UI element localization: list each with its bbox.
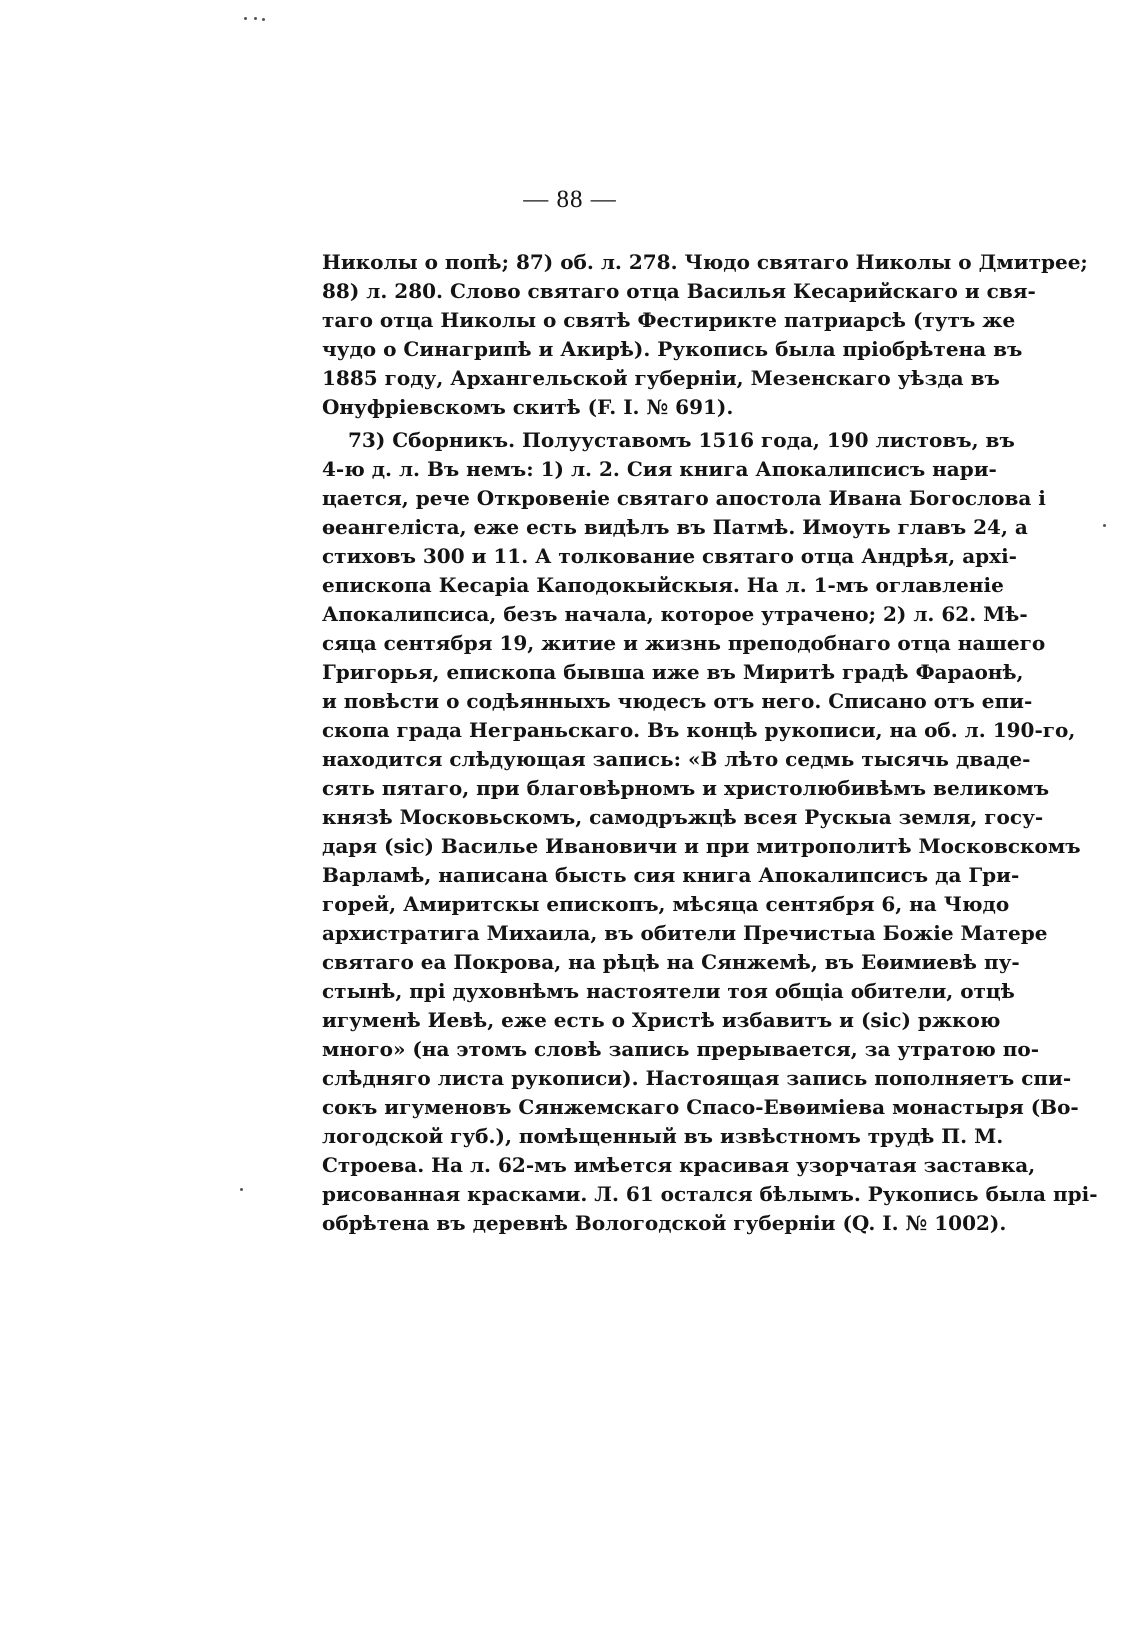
text-line: 73) Сборникъ. Полууставомъ 1516 года, 190 листовъ, въ — [348, 428, 1015, 452]
text-line: 1885 году, Архангельской губерніи, Мезенскаго уѣзда въ — [322, 366, 1000, 390]
page-number: — 88 — — [523, 186, 617, 213]
text-line: горей, Амиритскы епископъ, мѣсяца сентября 6, на Чюдо — [322, 892, 1010, 916]
scan-speck — [240, 1188, 243, 1191]
text-line: Апокалипсиса, безъ начала, которое утрачено; 2) л. 62. Мѣ- — [322, 602, 1028, 626]
text-line: скопа града Неграньскаго. Въ концѣ рукописи, на об. л. 190-го, — [322, 718, 1076, 742]
text-line: слѣдняго листа рукописи). Настоящая запись пополняетъ спи- — [322, 1066, 1072, 1090]
text-line: много» (на этомъ словѣ запись прерывается, за утратою по- — [322, 1037, 1040, 1061]
scan-speck — [254, 17, 257, 20]
text-block — [322, 248, 1098, 1238]
text-line: находится слѣдующая запись: «В лѣто седмь тысячь двадe- — [322, 747, 1031, 771]
paragraph — [322, 426, 1098, 1238]
paragraph — [322, 248, 1088, 422]
text-line: князѣ Московьскомъ, самодръжцѣ всея Рускыа земля, госу- — [322, 805, 1044, 829]
text-line: архистратига Михаила, въ обители Пречистыа Божіе Матере — [322, 921, 1048, 945]
scan-speck — [1103, 524, 1106, 527]
text-line: Варламѣ, написана бысть сия книга Апокалипсисъ да Гри- — [322, 863, 1020, 887]
text-line: 88) л. 280. Слово святаго отца Василья Кесарийскаго и свя- — [322, 279, 1036, 303]
text-line: сяца сентября 19, житие и жизнь преподобнаго отца нашего — [322, 631, 1046, 655]
text-line: Николы о попѣ; 87) об. л. 278. Чюдо святаго Николы о Дмитрее; — [322, 250, 1088, 274]
text-line: таго отца Николы о святѣ Фестирикте патриарсѣ (тутъ же — [322, 308, 1016, 332]
text-line: епископа Кесаріа Каподокыйскыя. На л. 1-мъ оглавленіе — [322, 573, 1004, 597]
text-line: и повѣсти о содѣянныхъ чюдесъ отъ него. Списано отъ епи- — [322, 689, 1033, 713]
text-line: 4-ю д. л. Въ немъ: 1) л. 2. Сия книга Апокалипсисъ нари- — [322, 457, 997, 481]
text-line: обрѣтена въ деревнѣ Вологодской губерніи (Q. I. № 1002). — [322, 1211, 1007, 1235]
text-line: ѳеангеліста, еже есть видѣлъ въ Патмѣ. Имоуть главъ 24, а — [322, 515, 1028, 539]
text-line: Строева. На л. 62-мъ имѣется красивая узорчатая заставка, — [322, 1153, 1036, 1177]
text-line: чудо о Синагрипѣ и Акирѣ). Рукопись была пріобрѣтена въ — [322, 337, 1023, 361]
text-line: цается, рече Откровеніе святаго апостола Ивана Богослова і — [322, 486, 1046, 510]
text-line: Григорья, епископа бывша иже въ Миритѣ градѣ Фараонѣ, — [322, 660, 1024, 684]
scan-speck — [244, 17, 247, 20]
text-line: игуменѣ Иевѣ, еже есть о Христѣ избавитъ и (sic) ржкою — [322, 1008, 1001, 1032]
text-line: рисованная красками. Л. 61 остался бѣлымъ. Рукопись была прі- — [322, 1182, 1098, 1206]
text-line: сять пятаго, при благовѣрномъ и христолюбивѣмъ великомъ — [322, 776, 1050, 800]
text-line: Онуфріевскомъ скитѣ (F. I. № 691). — [322, 395, 734, 419]
scan-speck — [262, 18, 265, 21]
text-line: сокъ игуменовъ Сянжемскаго Спасо-Евѳиміева монастыря (Во- — [322, 1095, 1079, 1119]
text-line: стиховъ 300 и 11. А толкование святаго отца Андрѣя, архі- — [322, 544, 1017, 568]
text-line: святаго еа Покрова, на рѣцѣ на Сянжемѣ, въ Еѳимиевѣ пу- — [322, 950, 1020, 974]
text-line: даря (sic) Василье Ивановичи и при митрополитѣ Московскомъ — [322, 834, 1081, 858]
text-line: стынѣ, прі духовнѣмъ настоятели тоя общіа обители, отцѣ — [322, 979, 1015, 1003]
text-line: логодской губ.), помѣщенный въ извѣстномъ трудѣ П. М. — [322, 1124, 1004, 1148]
